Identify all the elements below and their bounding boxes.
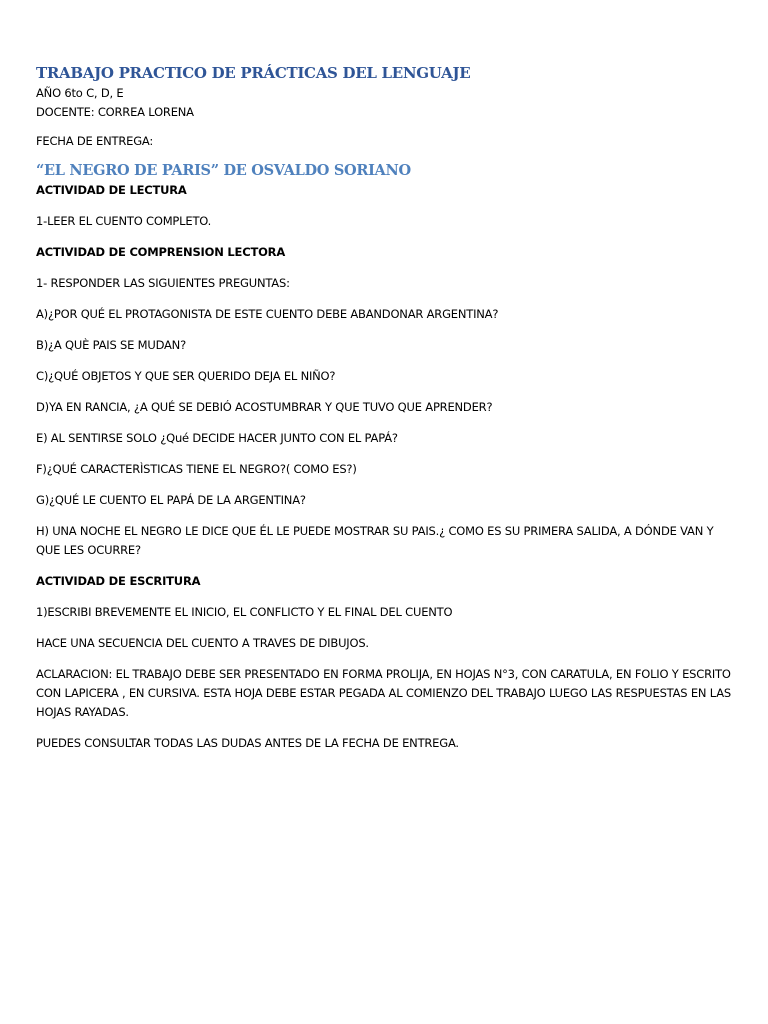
writing-task-1: 1)ESCRIBI BREVEMENTE EL INICIO, EL CONFLICTO Y EL FINAL DEL CUENTO: [36, 605, 453, 619]
year-line: AÑO 6to C, D, E: [36, 86, 124, 100]
question-d: D)YA EN RANCIA, ¿A QUÉ SE DEBIÓ ACOSTUMBRAR Y QUE TUVO QUE APRENDER?: [36, 400, 493, 414]
question-e: E) AL SENTIRSE SOLO ¿Qué DECIDE HACER JUNTO CON EL PAPÁ?: [36, 431, 398, 445]
question-b: B)¿A QUÈ PAIS SE MUDAN?: [36, 338, 186, 352]
question-h: H) UNA NOCHE EL NEGRO LE DICE QUE ÉL LE PUEDE MOSTRAR SU PAIS.¿ COMO ES SU PRIMERA SALIDA, A DÓNDE VAN Y QUE LES OCURRE?: [36, 524, 714, 557]
reading-heading: ACTIVIDAD DE LECTURA: [36, 183, 187, 197]
writing-task-2: HACE UNA SECUENCIA DEL CUENTO A TRAVES DE DIBUJOS.: [36, 636, 369, 650]
clarification-paragraph: ACLARACION: EL TRABAJO DEBE SER PRESENTADO EN FORMA PROLIJA, EN HOJAS N°3, CON CARATULA, EN FOLIO Y ESCRITO CON LAPICERA , EN CURSIVA. ESTA HOJA DEBE ESTAR PEGADA AL COMIENZO DEL TRABAJO LUEGO LAS RESPUESTAS EN LAS HOJAS RAYADAS.: [36, 667, 732, 719]
closing-line: PUEDES CONSULTAR TODAS LAS DUDAS ANTES DE LA FECHA DE ENTREGA.: [36, 736, 459, 750]
document-title: TRABAJO PRACTICO DE PRÁCTICAS DEL LENGUAJE: [36, 64, 471, 82]
writing-heading: ACTIVIDAD DE ESCRITURA: [36, 574, 201, 588]
comprehension-intro: 1- RESPONDER LAS SIGUIENTES PREGUNTAS:: [36, 276, 290, 290]
due-date-line: FECHA DE ENTREGA:: [36, 134, 154, 148]
reading-task: 1-LEER EL CUENTO COMPLETO.: [36, 214, 212, 228]
teacher-line: DOCENTE: CORREA LORENA: [36, 105, 194, 119]
question-a: A)¿POR QUÉ EL PROTAGONISTA DE ESTE CUENTO DEBE ABANDONAR ARGENTINA?: [36, 307, 499, 321]
question-f: F)¿QUÉ CARACTERÌSTICAS TIENE EL NEGRO?( COMO ES?): [36, 462, 357, 476]
comprehension-heading: ACTIVIDAD DE COMPRENSION LECTORA: [36, 245, 286, 259]
question-g: G)¿QUÉ LE CUENTO EL PAPÁ DE LA ARGENTINA?: [36, 493, 306, 507]
story-title: “EL NEGRO DE PARIS” DE OSVALDO SORIANO: [36, 162, 411, 179]
question-c: C)¿QUÉ OBJETOS Y QUE SER QUERIDO DEJA EL NIÑO?: [36, 369, 336, 383]
